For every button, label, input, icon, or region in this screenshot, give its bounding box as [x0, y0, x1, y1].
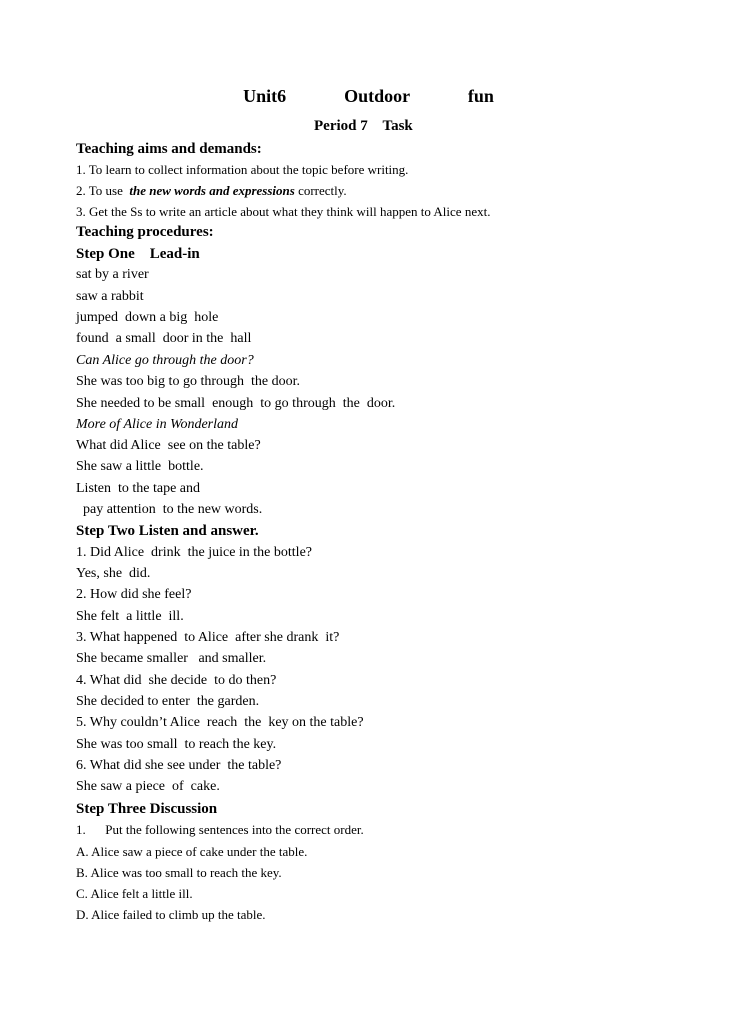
discussion-option: C. Alice felt a little ill.: [76, 886, 193, 901]
discussion-option: A. Alice saw a piece of cake under the table.: [76, 844, 308, 859]
qa-line: 2. How did she feel?: [76, 587, 192, 602]
listen-instruction: Listen to the tape and: [76, 481, 201, 496]
lead-in-line: found a small door in the hall: [76, 331, 252, 346]
lead-in-subtopic: More of Alice in Wonderland: [76, 417, 239, 432]
aim-item-3: 3. Get the Ss to write an article about what they think will happen to Alice next.: [76, 204, 491, 219]
aim-item-2-suffix: correctly.: [294, 183, 347, 198]
qa-line: She saw a piece of cake.: [76, 779, 220, 794]
qa-line: 5. Why couldn’t Alice reach the key on the table?: [76, 715, 364, 730]
qa-line: She felt a little ill.: [76, 609, 184, 624]
lead-in-line: saw a rabbit: [76, 289, 144, 304]
qa-line: She was too small to reach the key.: [76, 737, 277, 752]
qa-line: 1. Did Alice drink the juice in the bottle?: [76, 545, 312, 560]
lead-in-line: sat by a river: [76, 267, 149, 282]
lead-in-question: Can Alice go through the door?: [76, 353, 254, 368]
listen-instruction: pay attention to the new words.: [76, 502, 263, 517]
aim-item-2-emphasis: the new words and expressions: [129, 183, 295, 198]
aim-item-2-prefix: 2. To use: [76, 183, 130, 198]
discussion-option: D. Alice failed to climb up the table.: [76, 907, 266, 922]
step-two-heading: Step Two Listen and answer.: [76, 523, 259, 539]
step-three-heading: Step Three Discussion: [76, 801, 218, 817]
qa-line: She decided to enter the garden.: [76, 694, 260, 709]
discussion-instruction: 1. Put the following sentences into the correct order.: [76, 822, 364, 837]
step-one-heading: Step One Lead-in: [76, 246, 200, 262]
qa-line: 3. What happened to Alice after she drank it?: [76, 630, 340, 645]
discussion-option: B. Alice was too small to reach the key.: [76, 865, 282, 880]
qa-line: 4. What did she decide to do then?: [76, 673, 277, 688]
lead-in-question: What did Alice see on the table?: [76, 438, 261, 453]
aims-heading: Teaching aims and demands:: [76, 141, 262, 157]
lead-in-answer: She saw a little bottle.: [76, 459, 204, 474]
lead-in-line: jumped down a big hole: [76, 310, 219, 325]
qa-line: She became smaller and smaller.: [76, 651, 267, 666]
aim-item-2: [76, 182, 347, 200]
procedures-heading: Teaching procedures:: [76, 224, 214, 240]
qa-line: 6. What did she see under the table?: [76, 758, 282, 773]
qa-line: Yes, she did.: [76, 566, 151, 581]
document-subtitle: Period 7 Task: [314, 118, 413, 134]
lead-in-answer: She was too big to go through the door.: [76, 374, 300, 389]
document-title: Unit6 Outdoor fun: [243, 86, 494, 106]
lead-in-answer: She needed to be small enough to go through the door.: [76, 396, 396, 411]
aim-item-1: 1. To learn to collect information about the topic before writing.: [76, 162, 409, 177]
